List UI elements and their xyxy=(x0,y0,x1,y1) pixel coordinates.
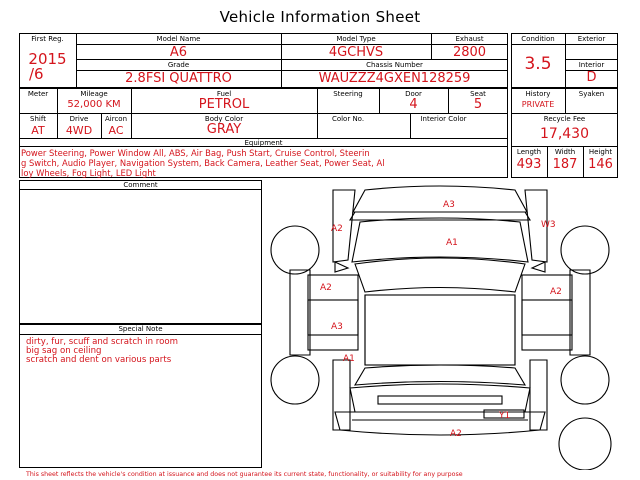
damage-mark-hood: A1 xyxy=(446,238,458,248)
seat-label: Seat xyxy=(470,90,486,98)
door-label: Door xyxy=(405,90,422,98)
mileage-label: Mileage xyxy=(80,90,108,98)
damage-mark-front-left: A2 xyxy=(331,224,343,234)
special-note-line-1: dirty, fur, scuff and scratch in room xyxy=(26,337,179,347)
special-note-label: Special Note xyxy=(118,325,163,333)
interior-color-label: Interior Color xyxy=(420,115,467,123)
car-damage-diagram xyxy=(262,180,640,470)
steering-label: Steering xyxy=(333,90,363,98)
model-type-label: Model Type xyxy=(336,35,376,43)
door-value: 4 xyxy=(409,97,418,112)
exterior-label: Exterior xyxy=(577,35,606,43)
exhaust-value: 2800 xyxy=(452,45,487,60)
width-value: 187 xyxy=(552,157,578,172)
interior-value: D xyxy=(586,70,597,85)
meter-label: Meter xyxy=(27,90,49,98)
recycle-fee-label: Recycle Fee xyxy=(543,115,586,123)
fuel-value: PETROL xyxy=(198,97,250,112)
exhaust-label: Exhaust xyxy=(455,35,484,43)
wheel-rear-right xyxy=(561,356,609,404)
aircon-label: Aircon xyxy=(104,115,128,123)
page-title: Vehicle Information Sheet xyxy=(219,8,421,26)
history-value: PRIVATE xyxy=(521,100,555,109)
height-label: Height xyxy=(588,148,613,156)
spare-wheel xyxy=(559,418,611,470)
wheel-front-left xyxy=(271,226,319,274)
height-value: 146 xyxy=(588,157,613,172)
history-label: History xyxy=(525,90,551,98)
damage-mark-rear-center: A2 xyxy=(450,429,462,439)
damage-mark-front-center: A3 xyxy=(443,200,455,210)
comment-label: Comment xyxy=(123,181,158,189)
width-label: Width xyxy=(554,148,576,156)
damage-mark-front-right: W3 xyxy=(541,220,556,230)
equipment-line-3: loy Wheels, Fog Light, LED Light xyxy=(21,168,156,178)
length-value: 493 xyxy=(516,157,542,172)
syaken-label: Syaken xyxy=(578,90,605,98)
grade-label: Grade xyxy=(167,61,190,69)
length-label: Length xyxy=(516,148,542,156)
damage-mark-left-front-door: A2 xyxy=(320,283,332,293)
condition-value: 3.5 xyxy=(524,54,552,74)
chassis-number-label: Chassis Number xyxy=(366,61,423,69)
drive-label: Drive xyxy=(69,115,89,123)
equipment-line-2: g Switch, Audio Player, Navigation System, Back Camera, Leather Seat, Power Seat, Al xyxy=(21,158,385,168)
first-reg-label: First Reg. xyxy=(31,35,64,43)
first-reg-year: 2015 xyxy=(28,50,67,68)
aircon-value: AC xyxy=(108,124,124,137)
body-color-value: GRAY xyxy=(206,122,242,137)
drive-value: 4WD xyxy=(65,124,93,137)
condition-label: Condition xyxy=(521,35,555,43)
damage-mark-left-rear: A1 xyxy=(343,354,355,364)
damage-mark-rear-right: Y1 xyxy=(499,411,511,421)
shift-value: AT xyxy=(31,124,45,137)
comment-box xyxy=(19,180,262,324)
chassis-number-value: WAUZZZ4GXEN128259 xyxy=(318,71,471,86)
special-note-line-2: big sag on ceiling xyxy=(26,346,102,356)
damage-mark-right-side: A2 xyxy=(550,287,562,297)
wheel-front-right xyxy=(561,226,609,274)
body-color-label: Body Color xyxy=(204,115,244,123)
wheel-rear-left xyxy=(271,356,319,404)
mileage-value: 52,000 KM xyxy=(67,99,121,110)
special-note-line-3: scratch and dent on various parts xyxy=(26,355,172,365)
footer-disclaimer: This sheet reflects the vehicle's condition at issuance and does not guarantee its current state, functionality, or suitability for any purpose xyxy=(26,471,463,478)
seat-value: 5 xyxy=(473,97,483,112)
grade-value: 2.8FSI QUATTRO xyxy=(125,71,232,86)
interior-label: Interior xyxy=(578,61,605,69)
equipment-label: Equipment xyxy=(244,139,283,147)
recycle-fee-value: 17,430 xyxy=(540,126,589,142)
fuel-label: Fuel xyxy=(216,90,232,98)
model-type-value: 4GCHVS xyxy=(328,45,384,60)
model-name-label: Model Name xyxy=(156,35,201,43)
shift-label: Shift xyxy=(30,115,46,123)
first-reg-month: /6 xyxy=(29,65,44,83)
model-name-value: A6 xyxy=(169,45,188,60)
color-no-label: Color No. xyxy=(331,115,365,123)
equipment-line-1: Power Steering, Power Window All, ABS, Air Bag, Push Start, Cruise Control, Steerin xyxy=(21,148,370,158)
damage-mark-left-rear-door: A3 xyxy=(331,322,343,332)
